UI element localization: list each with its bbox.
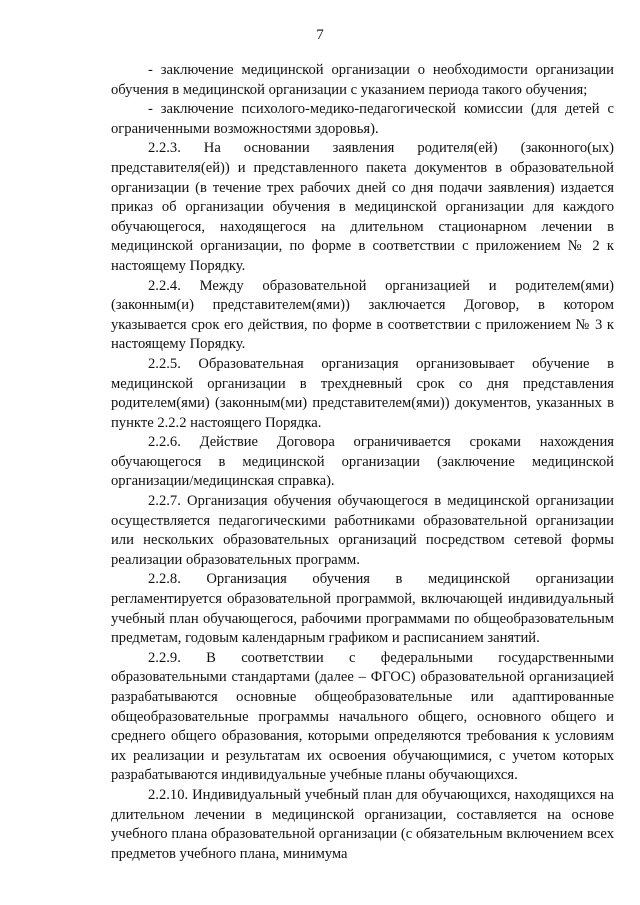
paragraph-2-2-7: 2.2.7. Организация обучения обучающегося в медицинской организации осуществляется педагогическими работниками образовательной организации или нескольких образовательных организаций посредством сетевой формы реализации образовательных программ. (111, 493, 614, 568)
paragraph-2-2-4: 2.2.4. Между образовательной организацией и родителем(ями) (законным(и) представителем(ями)) заключается Договор, в котором указывается срок его действия, по форме в соответствии с приложением № 3 к настоящему Порядку. (111, 277, 614, 353)
paragraph-2-2-3: 2.2.3. На основании заявления родителя(ей) (законного(ых) представителя(ей)) и представленного пакета документов в образовательной организации (в течение трех рабочих дней со дня подачи заявления) издается приказ об организации обучения в медицинской организации для каждого обучающегося, находящегося на длительном стационарном лечении в медицинской организации, по форме в соответствии с приложением № 2 к настоящему Порядку. (111, 140, 614, 274)
paragraph-pmpk-conclusion: - заключение психолого-медико-педагогической комиссии (для детей с ограниченными возможностями здоровья). (111, 101, 614, 137)
paragraph-2-2-5: 2.2.5. Образовательная организация организовывает обучение в медицинской организации в трехдневный срок со дня представления родителем(ями) (законным(ми) представителем(ями)) документов, указанных в пункте 2.2.2 настоящего Порядка. (111, 355, 614, 431)
paragraph-2-2-8: 2.2.8. Организация обучения в медицинской организации регламентируется образовательной программой, включающей индивидуальный учебный план обучающегося, рабочими программами по общеобразовательным предметам, годовым календарным графиком и расписанием занятий. (111, 571, 614, 647)
paragraph-2-2-10: 2.2.10. Индивидуальный учебный план для обучающихся, находящихся на длительном лечении в медицинской организации, составляется на основе учебного плана образовательной организации (с обязательным включением всех предметов учебного плана, минимума (111, 786, 614, 862)
document-body (111, 61, 614, 864)
paragraph-2-2-6: 2.2.6. Действие Договора ограничивается сроками нахождения обучающегося в медицинской организации (заключение медицинской организации/медицинская справка). (111, 434, 614, 490)
paragraph-medical-conclusion: - заключение медицинской организации о необходимости организации обучения в медицинской организации с указанием периода такого обучения; (111, 62, 614, 98)
page-number: 7 (316, 27, 324, 43)
paragraph-2-2-9: 2.2.9. В соответствии с федеральными государственными образовательными стандартами (далее – ФГОС) образовательной организацией разрабатываются основные общеобразовательные или адаптированные общеобразовательные программы начального общего, основного общего и среднего общего образования, которыми определяются требования к условиям их реализации и результатам их освоения обучающимися, с учетом которых разрабатываются индивидуальные учебные планы обучающихся. (111, 649, 614, 784)
